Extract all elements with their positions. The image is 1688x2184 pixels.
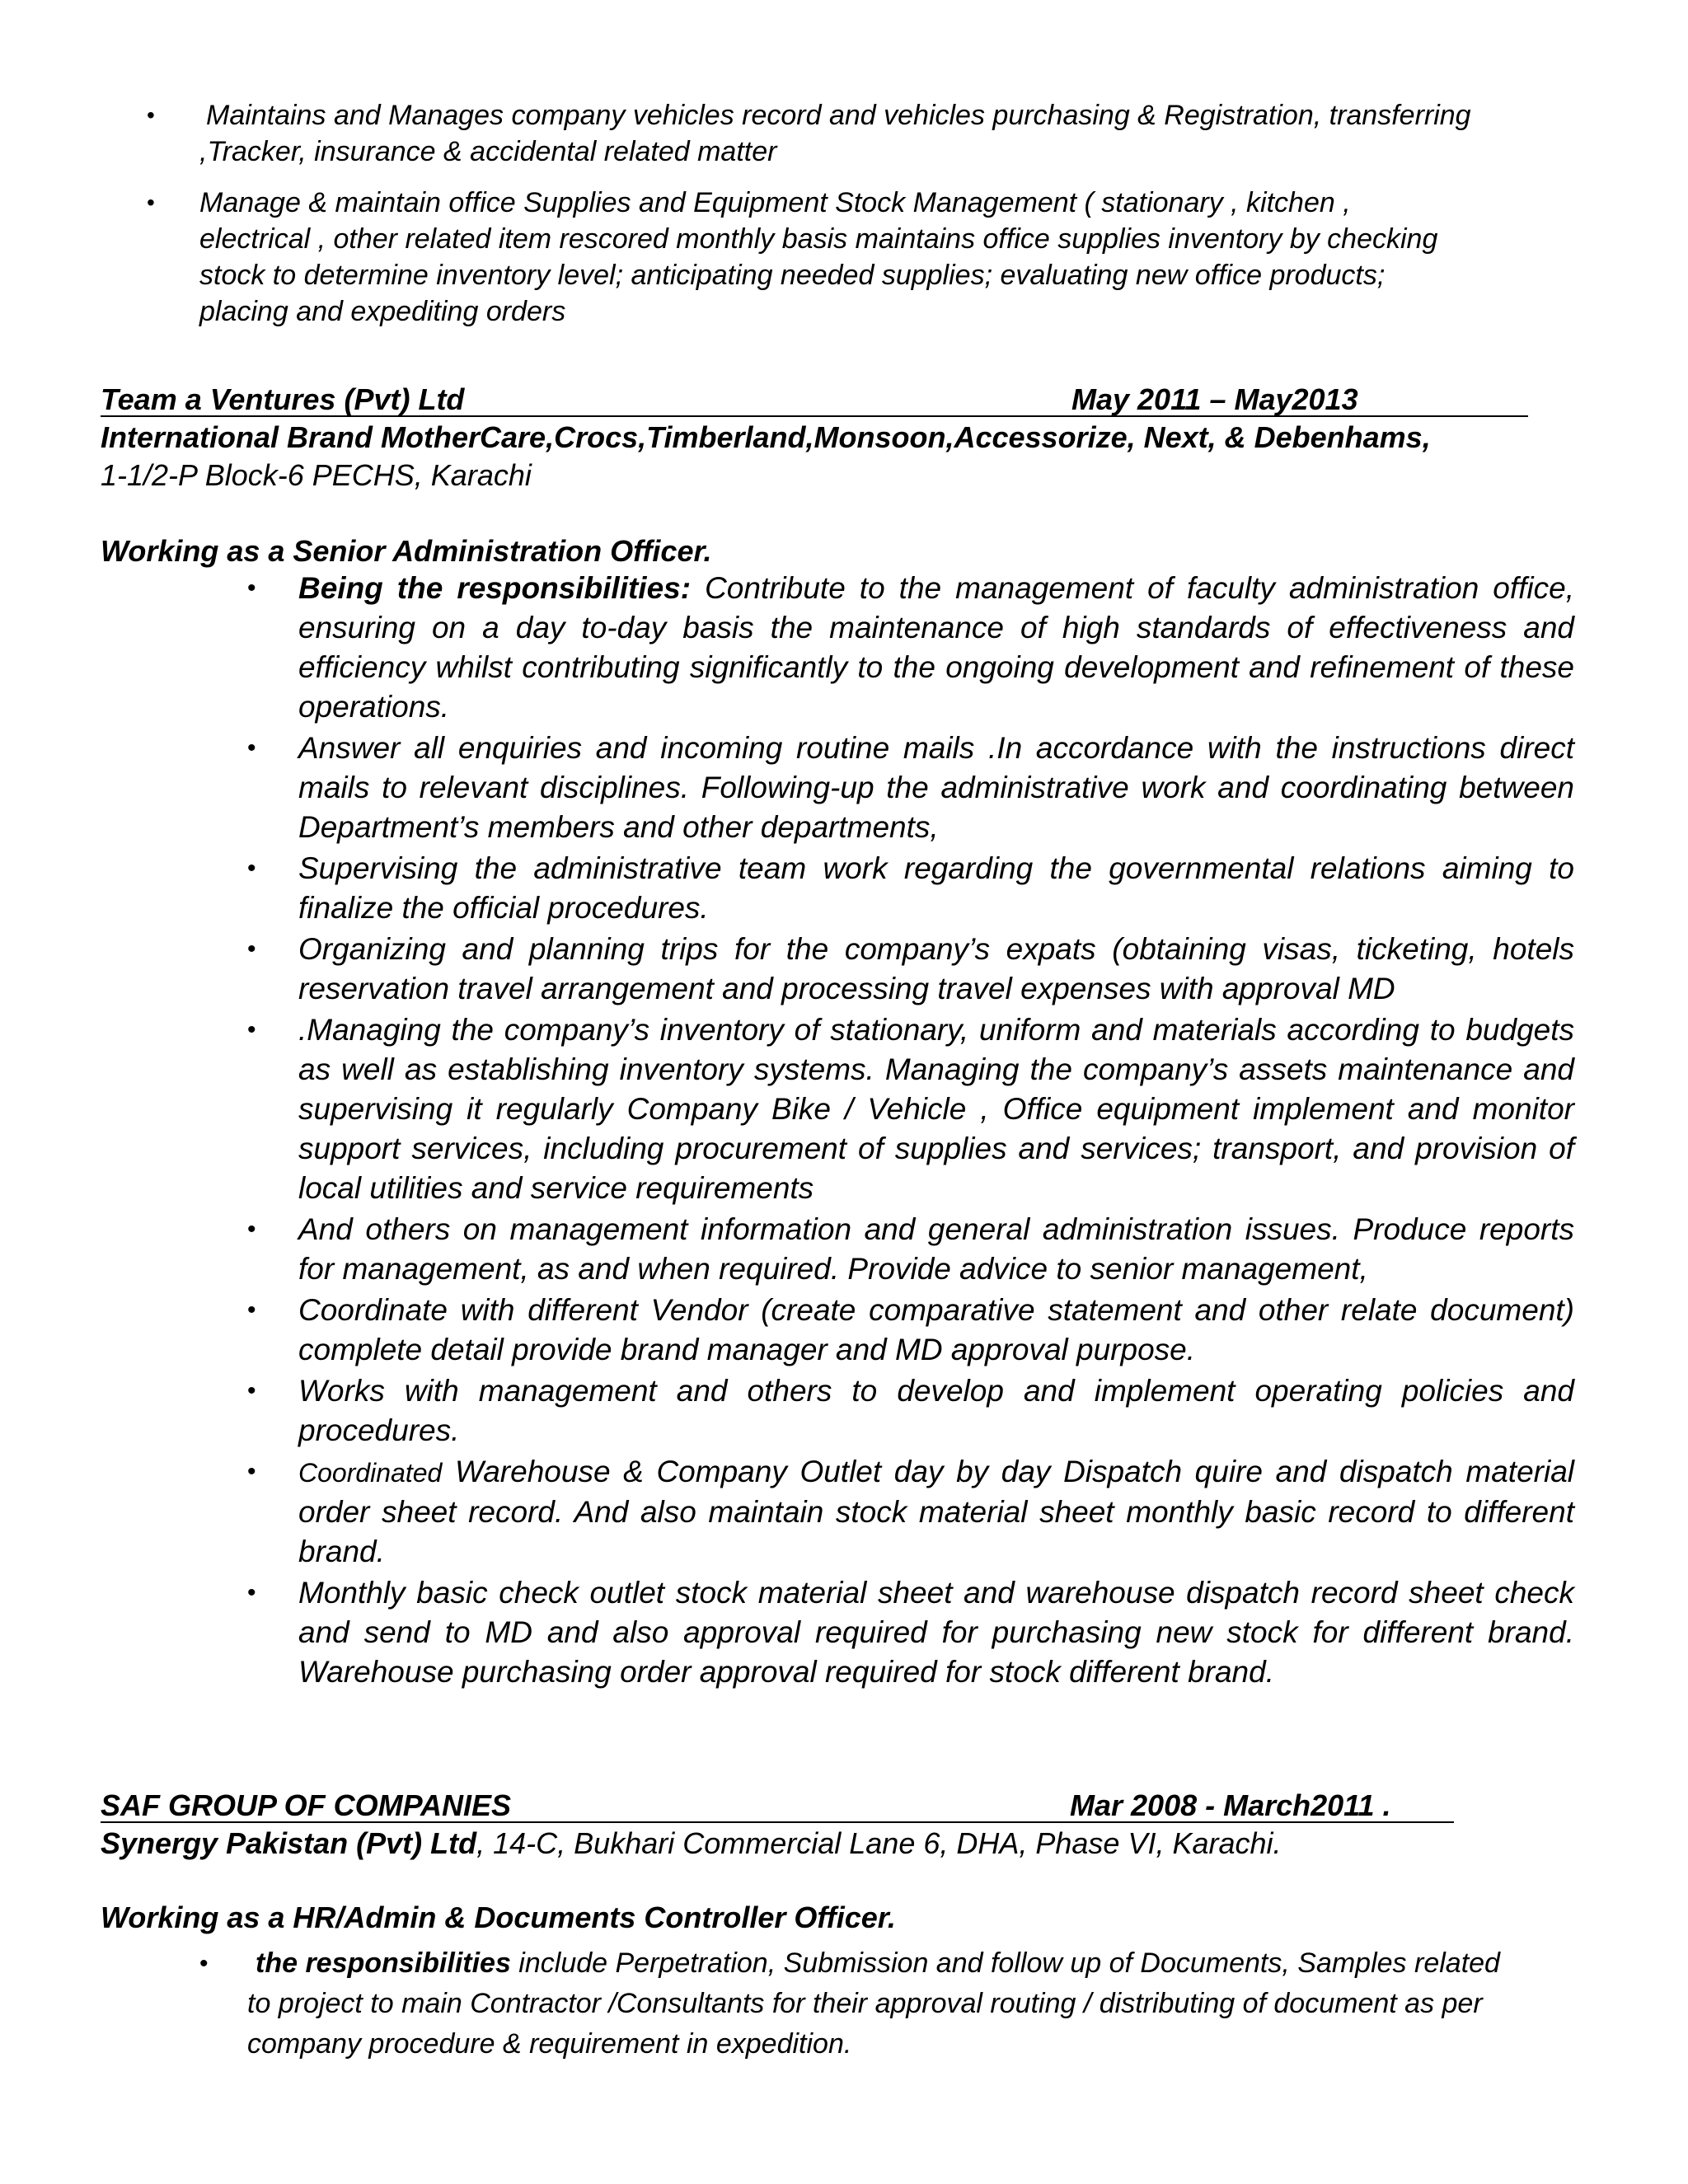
list-item [0,185,1688,330]
bullet-icon: • [147,190,155,215]
bullet-text: include Perpetration, Submission and follow up of Documents, Samples related to project to main Contractor /Consultants for their approval routing / distributing of document as per company procedure & requirement in expedition. [247,1947,1500,2060]
bullet-icon: • [247,1016,256,1043]
bullet-lead: the responsibilities [256,1947,511,1979]
bullet-line: Manage & maintain office Supplies and Equipment Stock Management ( stationary , kitchen , [199,187,1351,218]
bullet-line: stock to determine inventory level; anticipating needed supplies; evaluating new office products; [199,260,1386,291]
company-subsidiary: Synergy Pakistan (Pvt) Ltd [101,1826,477,1860]
bullet-text: Organizing and planning trips for the company’s expats (obtaining visas, ticketing, hotels reservation travel arrangement and processing travel expenses with approval MD [298,932,1574,1005]
company-name: Team a Ventures (Pvt) Ltd [101,382,465,416]
bullet-line: placing and expediting orders [199,296,566,327]
responsibility-list [0,1943,1517,2064]
bullet-text: Monthly basic check outlet stock material sheet and warehouse dispatch record sheet check and send to MD and also approval required for purchasing new stock for different brand. Warehouse purchasing order approval required for stock different brand. [298,1576,1574,1689]
bullet-line: Maintains and Manages company vehicles record and vehicles purchasing & Registration, transferring [206,100,1471,131]
bullet-icon: • [199,1950,209,1977]
job-heading [101,1787,1584,1825]
bullet-text: Works with management and others to develop and implement operating policies and procedures. [298,1374,1574,1447]
brand-list: International Brand MotherCare,Crocs,Timberland,Monsoon,Accessorize, Next, & Debenhams, [101,420,1431,454]
job-role: Working as a HR/Admin & Documents Controller Officer. [101,1900,896,1934]
bullet-text: And others on management information and general administration issues. Produce reports for management, as and when required. Provide advice to senior management, [298,1212,1574,1286]
bullet-text: .Managing the company’s inventory of stationary, uniform and materials according to budgets as well as establishing inventory systems. Managing the company’s assets maintenance and supervising it regularly Company Bike / Vehicle , Office equipment implement and monitor support services, including procurement of supplies and services; transport, and provision of local utilities and service requirements [298,1013,1574,1205]
bullet-icon: • [247,574,256,602]
bullet-text: Answer all enquiries and incoming routine mails .In accordance with the instructions direct mails to relevant disciplines. Following-up the administrative work and coordinating between Department’s members and other departments, [298,731,1574,844]
company-address: , 14-C, Bukhari Commercial Lane 6, DHA, Phase VI, Karachi. [476,1826,1282,1860]
list-item [0,1573,1574,1692]
list-item [0,1010,1574,1208]
list-item [0,97,1688,170]
company-name: SAF GROUP OF COMPANIES [101,1788,512,1822]
bullet-line: electrical , other related item rescored monthly basis maintains office supplies inventory by checking [199,223,1438,255]
bullet-icon: • [247,935,256,963]
list-item [0,1452,1574,1572]
company-address: 1-1/2-P Block-6 PECHS, Karachi [101,458,532,492]
list-item [0,1943,1517,2064]
list-item [0,1371,1574,1451]
bullet-lead: Coordinated [298,1458,443,1488]
list-item [0,849,1574,928]
list-item [0,1291,1574,1370]
bullet-text: Contribute to the management of faculty administration office, ensuring on a day to-day basis the maintenance of high standards of effectiveness and efficiency whilst contributing significantly to the ongoing development and refinement of these operations. [298,571,1575,724]
list-item [0,729,1574,847]
bullet-icon: • [247,1458,256,1485]
responsibility-list [0,569,1574,1692]
bullet-icon: • [247,855,256,882]
bullet-icon: • [247,1296,256,1324]
bullet-icon: • [147,102,155,128]
experience-team-a [101,381,1584,570]
bullet-line: ,Tracker, insurance & accidental related matter [199,136,777,167]
job-heading [101,381,1584,419]
bullet-lead: Being the responsibilities: [298,571,692,605]
bullet-icon: • [247,1377,256,1404]
experience-saf [101,1787,1584,1937]
job-dates: Mar 2008 - March2011 . [1070,1788,1391,1822]
list-item [0,569,1574,727]
bullet-text: Supervising the administrative team work regarding the governmental relations aiming to finalize the official procedures. [298,851,1574,925]
bullet-icon: • [247,1216,256,1243]
bullet-icon: • [247,1579,256,1606]
job-role: Working as a Senior Administration Officer. [101,534,712,568]
list-item [0,1210,1574,1289]
bullet-icon: • [247,734,256,762]
company-line [101,1825,1584,1863]
list-item [0,930,1574,1009]
top-bullet-list [0,97,1688,330]
bullet-text: Coordinate with different Vendor (create comparative statement and other relate document) complete detail provide brand manager and MD approval purpose. [298,1293,1574,1366]
bullet-text: Warehouse & Company Outlet day by day Dispatch quire and dispatch material order sheet record. And also maintain stock material sheet monthly basic record to different brand. [298,1455,1574,1568]
job-dates: May 2011 – May2013 [1071,382,1358,416]
